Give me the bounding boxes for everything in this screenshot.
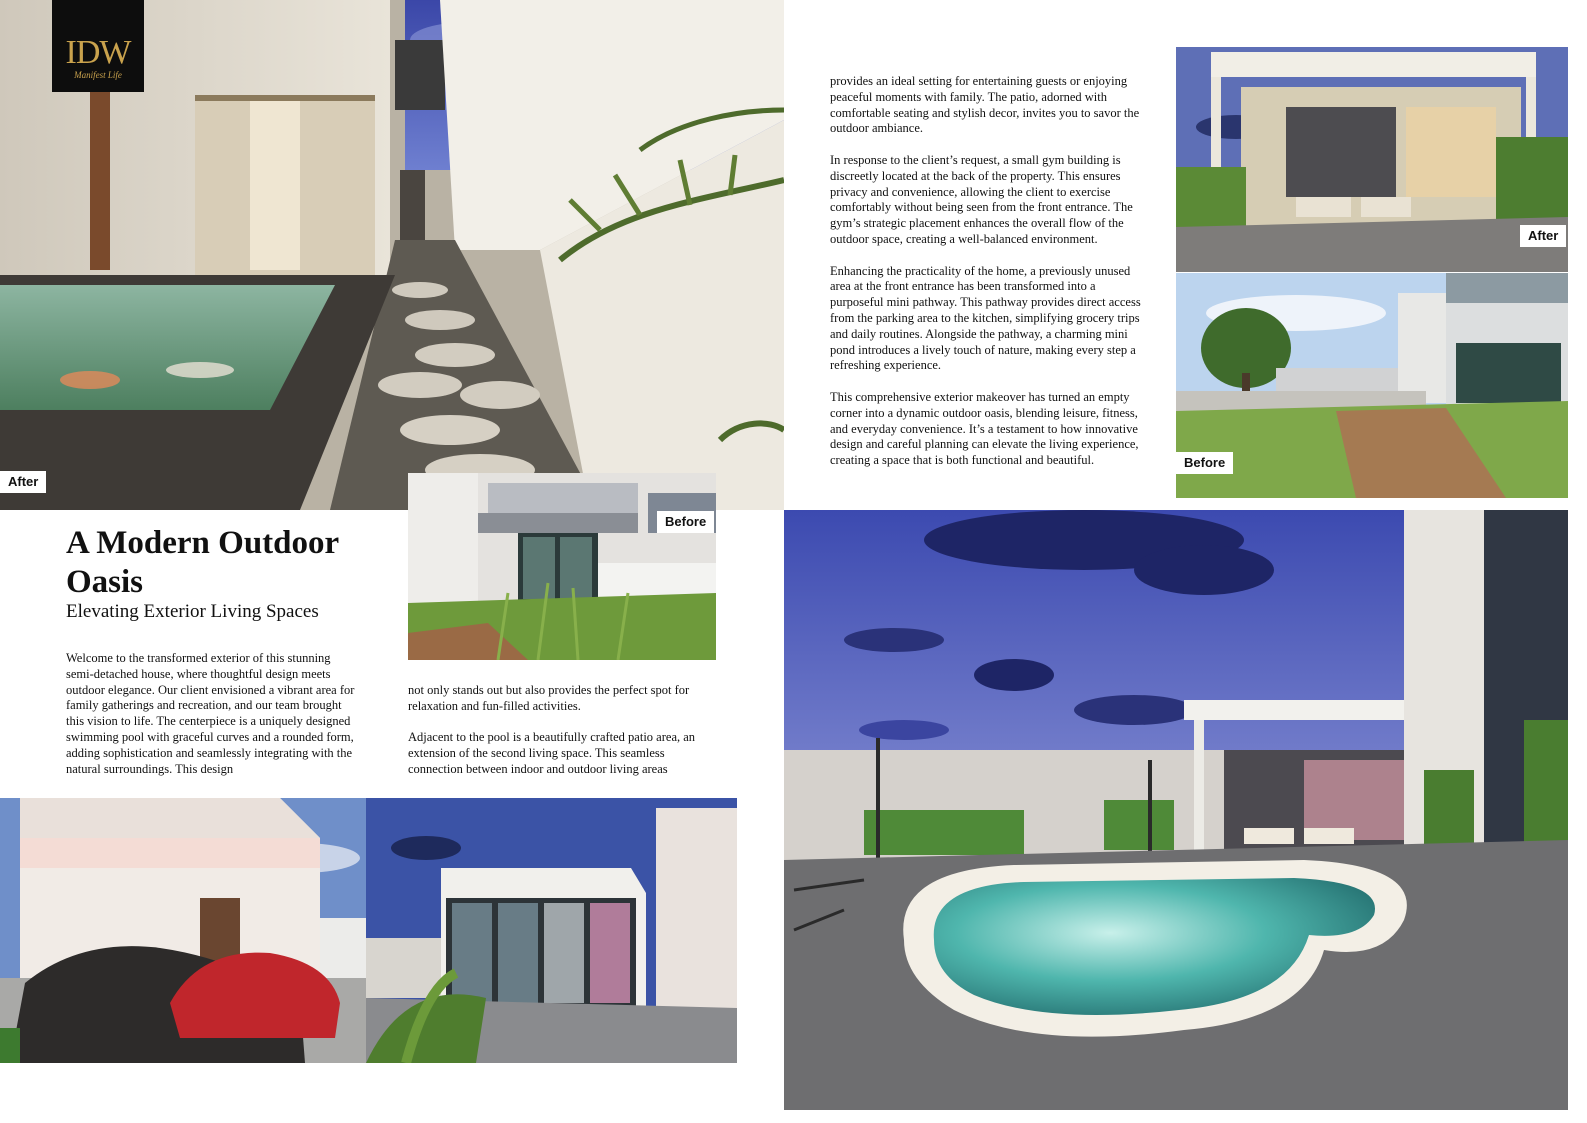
lawn-before-label: Before — [1176, 452, 1233, 474]
pool-dusk-photo — [784, 510, 1568, 1110]
pond-after-label: After — [0, 471, 46, 493]
body-paragraph: Welcome to the transformed exterior of this stunning semi-detached house, where thoughtful design meets outdoor elegance. Our client envisioned a vibrant area for family gatherings and recreation, and our team brought this vision to life. The centerpiece is a uniquely designed swimming pool with graceful curves and a rounded form, adding sophistication and seamlessly integrating with the natural surroundings. This design — [66, 651, 355, 776]
body-paragraph: Adjacent to the pool is a beautifully crafted patio area, an extension of the second living space. This seamless connection between indoor and outdoor living areas — [408, 730, 696, 776]
gym-photo — [366, 798, 737, 1063]
body-column-1 — [66, 651, 361, 777]
article-title: A Modern Outdoor Oasis — [66, 525, 339, 600]
body-paragraph: not only stands out but also provides the perfect spot for relaxation and fun-filled activities. — [408, 683, 690, 713]
idw-logo — [52, 0, 144, 92]
garden-before-photo — [408, 473, 716, 660]
body-paragraph: This comprehensive exterior makeover has turned an empty corner into a dynamic outdoor oasis, blending leisure, fitness, and everyday convenience. It’s a testament to how innovative design and careful planning can elevate the living experience, creating a space that is both functional and beautiful. — [830, 389, 1139, 468]
carport-photo — [0, 798, 366, 1063]
body-column-3 — [830, 74, 1142, 469]
logo-mark: IDW — [65, 34, 131, 71]
patio-after-photo — [1176, 47, 1568, 272]
body-paragraph: Enhancing the practicality of the home, a previously unused area at the front entrance has been transformed into a purposeful mini pathway. This pathway provides direct access from the parking area to the kitchen, simplifying grocery trips and daily routines. Alongside the pathway, a charming mini pond introduces a lively touch of nature, making every step a refreshing experience. — [830, 263, 1141, 373]
patio-after-label: After — [1520, 225, 1566, 247]
body-paragraph: In response to the client’s request, a small gym building is discreetly located at the back of the property. This ensures privacy and convenience, allowing the client to exercise comfortably without being seen from the front entrance. The gym’s strategic placement enhances the overall flow of the outdoor space, creating a well-balanced environment. — [830, 152, 1133, 246]
lawn-before-photo — [1176, 273, 1568, 498]
logo-tagline: Manifest Life — [74, 70, 122, 80]
body-paragraph: provides an ideal setting for entertaining guests or enjoying peaceful moments with family. The patio, adorned with comfortable seating and stylish decor, invites you to savor the outdoor ambiance. — [830, 74, 1140, 136]
garden-before-label: Before — [657, 511, 714, 533]
body-column-2 — [408, 683, 713, 778]
article-subtitle: Elevating Exterior Living Spaces — [66, 601, 319, 622]
